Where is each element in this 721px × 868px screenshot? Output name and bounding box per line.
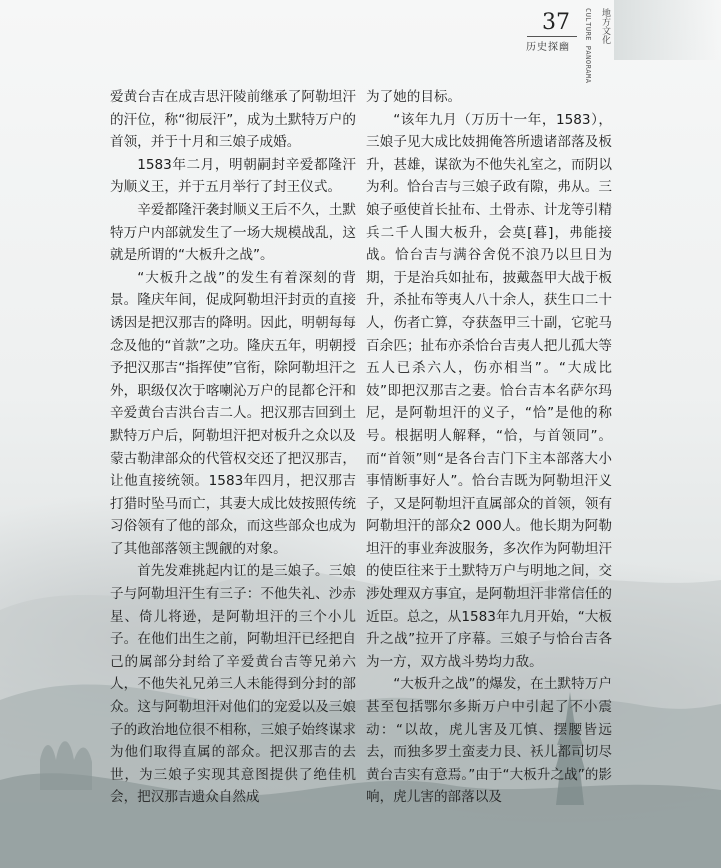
trees-silhouette xyxy=(40,741,92,790)
paragraph: “大板升之战”的爆发，在土默特万户甚至包括鄂尔多斯万户中引起了不小震动：“以故，虎儿害及兀慎、摆腰皆远去，而独多罗土蛮麦力艮、袄儿都司切尽黄台吉实有意焉。”由于“大板升之战”的影响，虎儿害的部落以及 xyxy=(366,676,612,806)
vertical-english-label: CULTURE PANORAMA xyxy=(584,8,592,84)
paragraph: 首先发难挑起内讧的是三娘子。三娘子与阿勒坦汗生有三子：不他失礼、沙赤星、倚儿将逊，是阿勒坦汗的三个小儿子。在他们出生之前，阿勒坦汗已经把自己的属部分封给了辛爱黄台吉等兄弟六人，不他失礼兄弟三人未能得到分封的部众。这与阿勒坦汗对他们的宠爱以及三娘子的政治地位很不相称，三娘子始终谋求为他们取得直属的部众。把汉那吉的去世，为三娘子实现其意图提供了绝佳机会，把汉那吉遗众自然成 xyxy=(110,563,356,806)
paragraph: “该年九月（万历十一年，1583），三娘子见大成比妓拥俺答所遗诸部落及板升，甚雄，谋欲为不他失礼室之，而阴以为利。恰台吉与三娘子政有隙，弗从。三娘子亟使首长扯布、土骨赤、计龙等引精兵二千人围大板升，会莫[暮]，弗能接战。恰台吉与满谷舍侻不浪乃以旦日为期，于是治兵如扯布，披戴盔甲大战于板升，杀扯布等夷人八十余人，获生口二十人，伤者亡算，夺获盔甲三十副，它驼马百余匹；扯布亦杀恰台吉夷人把儿孤大等五人已杀六人，伤亦相当”。“大成比妓”即把汉那吉之妻。恰台吉本名萨尔玛尼，是阿勒坦汗的义子，“恰”是他的称号。根据明人解释，“恰，与首领同”。而“首领”则“是各台吉门下主本部落大小事情断事好人”。恰台吉既为阿勒坦汗义子，又是阿勒坦汗直属部众的首领，领有阿勒坦汗的部众2 000人。他长期为阿勒坦汗的事业奔波服务，多次作为阿勒坦汗的使臣往来于土默特万户与明地之间，交涉处理双方事宜，是阿勒坦汗非常信任的近臣。总之，从1583年九月开始，“大板升之战”拉开了序幕。三娘子与恰台吉各为一方，双方战斗势均力敌。 xyxy=(366,111,612,670)
paragraph: 1583年二月，明朝嗣封辛爱都隆汗为顺义王，并于五月举行了封王仪式。 xyxy=(110,156,356,196)
paragraph: 辛爱都隆汗袭封顺义王后不久，土默特万户内部就发生了一场大规模战乱，这就是所谓的“大板升之战”。 xyxy=(110,201,356,264)
foreground-hills xyxy=(0,773,721,868)
paragraph: 为了她的目标。 xyxy=(366,89,462,105)
section-name: 历史探幽 xyxy=(526,42,570,53)
header-rule xyxy=(527,36,577,37)
paragraph: 爱黄台吉在成吉思汗陵前继承了阿勒坦汗的汗位，称“彻辰汗”，成为土默特万户的首领，并于十月和三娘子成婚。 xyxy=(110,89,356,151)
paragraph: “大板升之战”的发生有着深刻的背景。隆庆年间，促成阿勒坦汗封贡的直接诱因是把汉那吉的降明。因此，明朝每每念及他的“首款”之功。隆庆五年，明朝授予把汉那吉“指挥使”官衔，除阿勒坦汗之外，职级仅次于喀喇沁万户的昆都仑汗和辛爱黄台吉洪台吉二人。把汉那吉回到土默特万户后，阿勒坦汗把对板升之众以及蒙古勒津部众的代管权交还了把汉那吉，让他直接统领。1583年四月，把汉那吉打猎时坠马而亡，其妻大成比妓按照传统习俗领有了他的部众，而这些部众也成为了其他部落领主觊觎的对象。 xyxy=(110,269,356,557)
left-text-column xyxy=(110,86,356,809)
right-text-column xyxy=(366,86,612,809)
vertical-chinese-label: 地方文化 xyxy=(600,8,610,44)
page-number: 37 xyxy=(542,10,570,35)
header-band xyxy=(614,0,721,60)
